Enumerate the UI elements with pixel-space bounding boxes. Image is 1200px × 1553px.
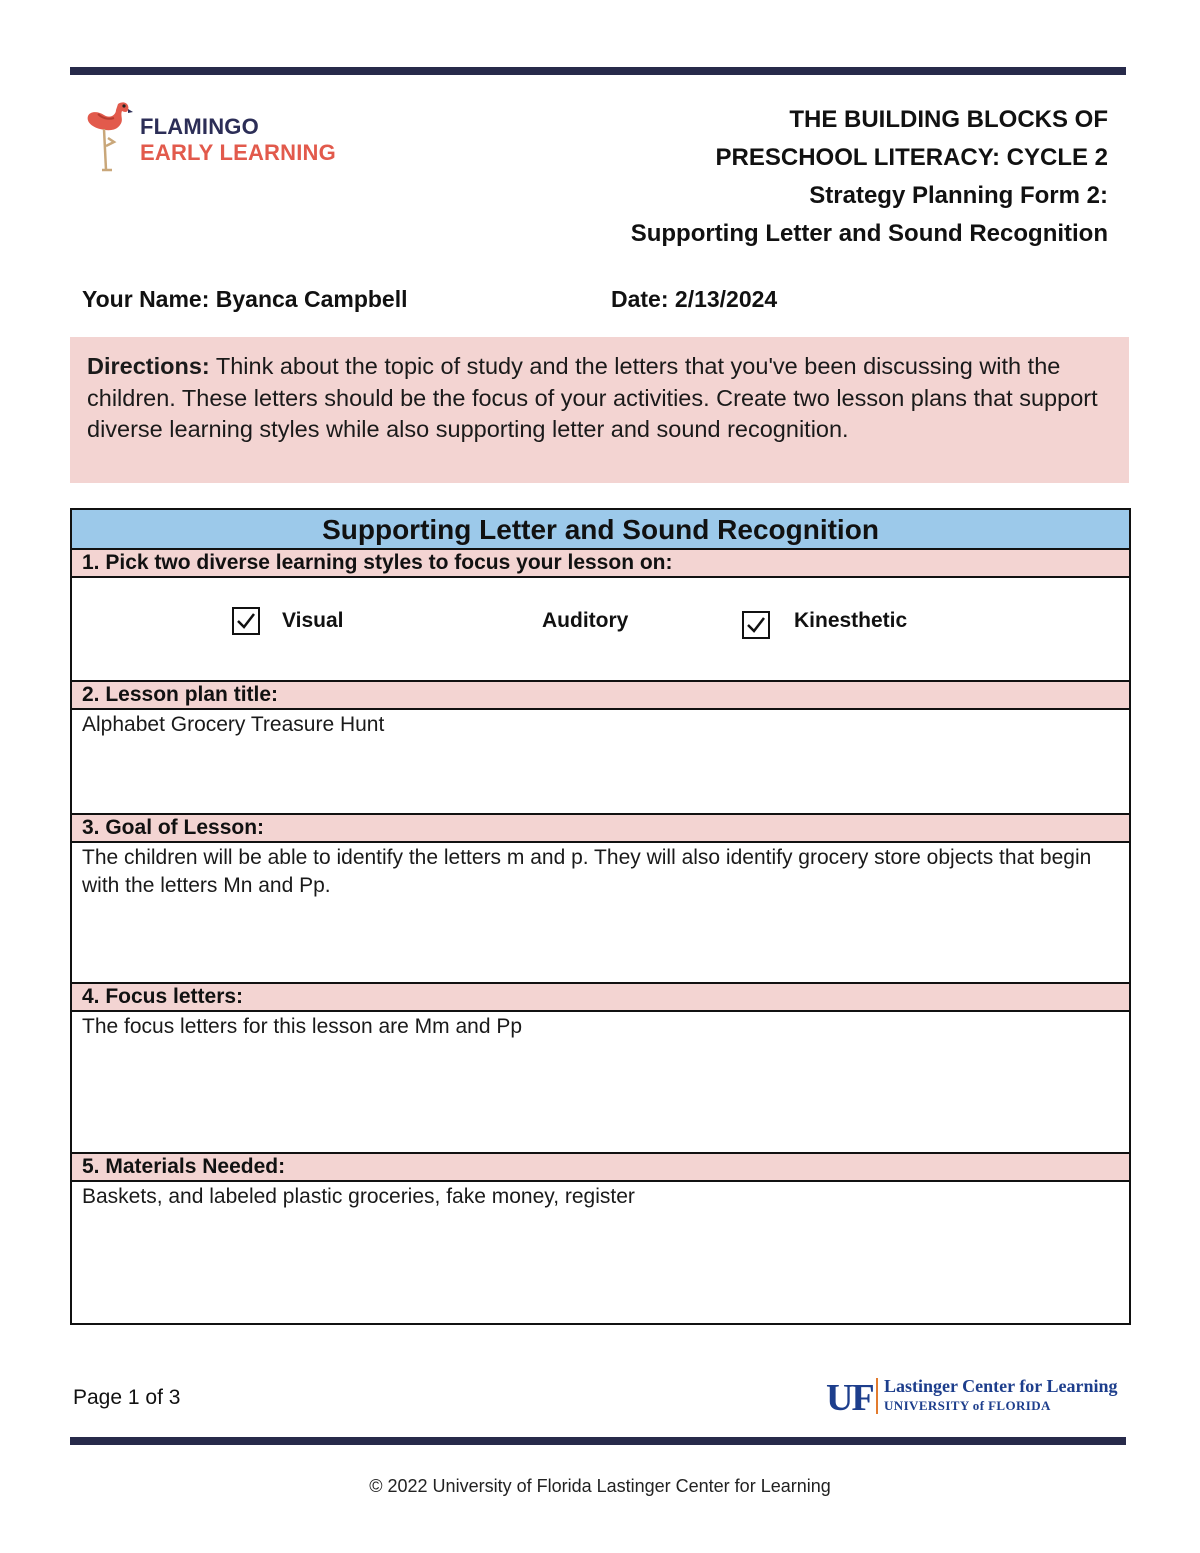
document-title-line1: THE BUILDING BLOCKS OF (789, 106, 1108, 133)
document-title-line2: PRESCHOOL LITERACY: CYCLE 2 (715, 144, 1108, 171)
directions-label: Directions: (87, 353, 210, 379)
lesson-plan-table (70, 508, 1131, 1325)
document-subtitle-line2: Supporting Letter and Sound Recognition (630, 220, 1108, 247)
logo-text-early-learning: EARLY LEARNING (140, 140, 336, 165)
visual-label: Visual (282, 609, 344, 632)
directions-box (70, 337, 1129, 483)
logo-divider (876, 1378, 878, 1414)
logo-text-flamingo: FLAMINGO (140, 114, 259, 139)
section-5-header: 5. Materials Needed: (72, 1152, 1129, 1182)
section-4-header: 4. Focus letters: (72, 982, 1129, 1012)
bottom-divider (70, 1437, 1126, 1445)
date-field: Date: 2/13/2024 (611, 286, 778, 312)
copyright-notice: © 2022 University of Florida Lastinger Center for Learning (369, 1476, 831, 1496)
flamingo-logo (78, 98, 348, 174)
kinesthetic-label: Kinesthetic (794, 609, 908, 632)
checkmark-icon (746, 615, 766, 635)
page-number: Page 1 of 3 (73, 1386, 181, 1409)
top-divider (70, 67, 1126, 75)
section-2-header: 2. Lesson plan title: (72, 680, 1129, 710)
checkmark-icon (236, 611, 256, 631)
section-3-header: 3. Goal of Lesson: (72, 813, 1129, 843)
document-subtitle-line1: Strategy Planning Form 2: (809, 182, 1108, 209)
auditory-label: Auditory (542, 609, 629, 632)
university-text: UNIVERSITY of FLORIDA (884, 1398, 1051, 1413)
uf-lastinger-logo (826, 1374, 1126, 1418)
table-title: Supporting Letter and Sound Recognition (72, 510, 1129, 550)
lesson-title-value: Alphabet Grocery Treasure Hunt (82, 713, 385, 736)
uf-mark: UF (826, 1377, 873, 1419)
focus-letters-value: The focus letters for this lesson are Mm and Pp (82, 1015, 523, 1038)
materials-value: Baskets, and labeled plastic groceries, fake money, register (82, 1185, 635, 1208)
directions-text: Think about the topic of study and the letters that you've been discussing with the children. These letters should be the focus of your activities. Create two lesson plans that support diverse learning styles while also supporting letter and sound recognition. (87, 353, 1098, 442)
lastinger-center-text: Lastinger Center for Learning (884, 1376, 1118, 1396)
section-1-header: 1. Pick two diverse learning styles to focus your lesson on: (72, 548, 1129, 578)
lesson-goal-value: The children will be able to identify the letters m and p. They will also identify grocery store objects that begin with the letters Mn and Pp. (82, 846, 1092, 897)
visual-checkbox[interactable] (232, 607, 260, 635)
flamingo-icon (78, 98, 138, 174)
kinesthetic-checkbox[interactable] (742, 611, 770, 639)
name-field: Your Name: Byanca Campbell (82, 286, 408, 312)
